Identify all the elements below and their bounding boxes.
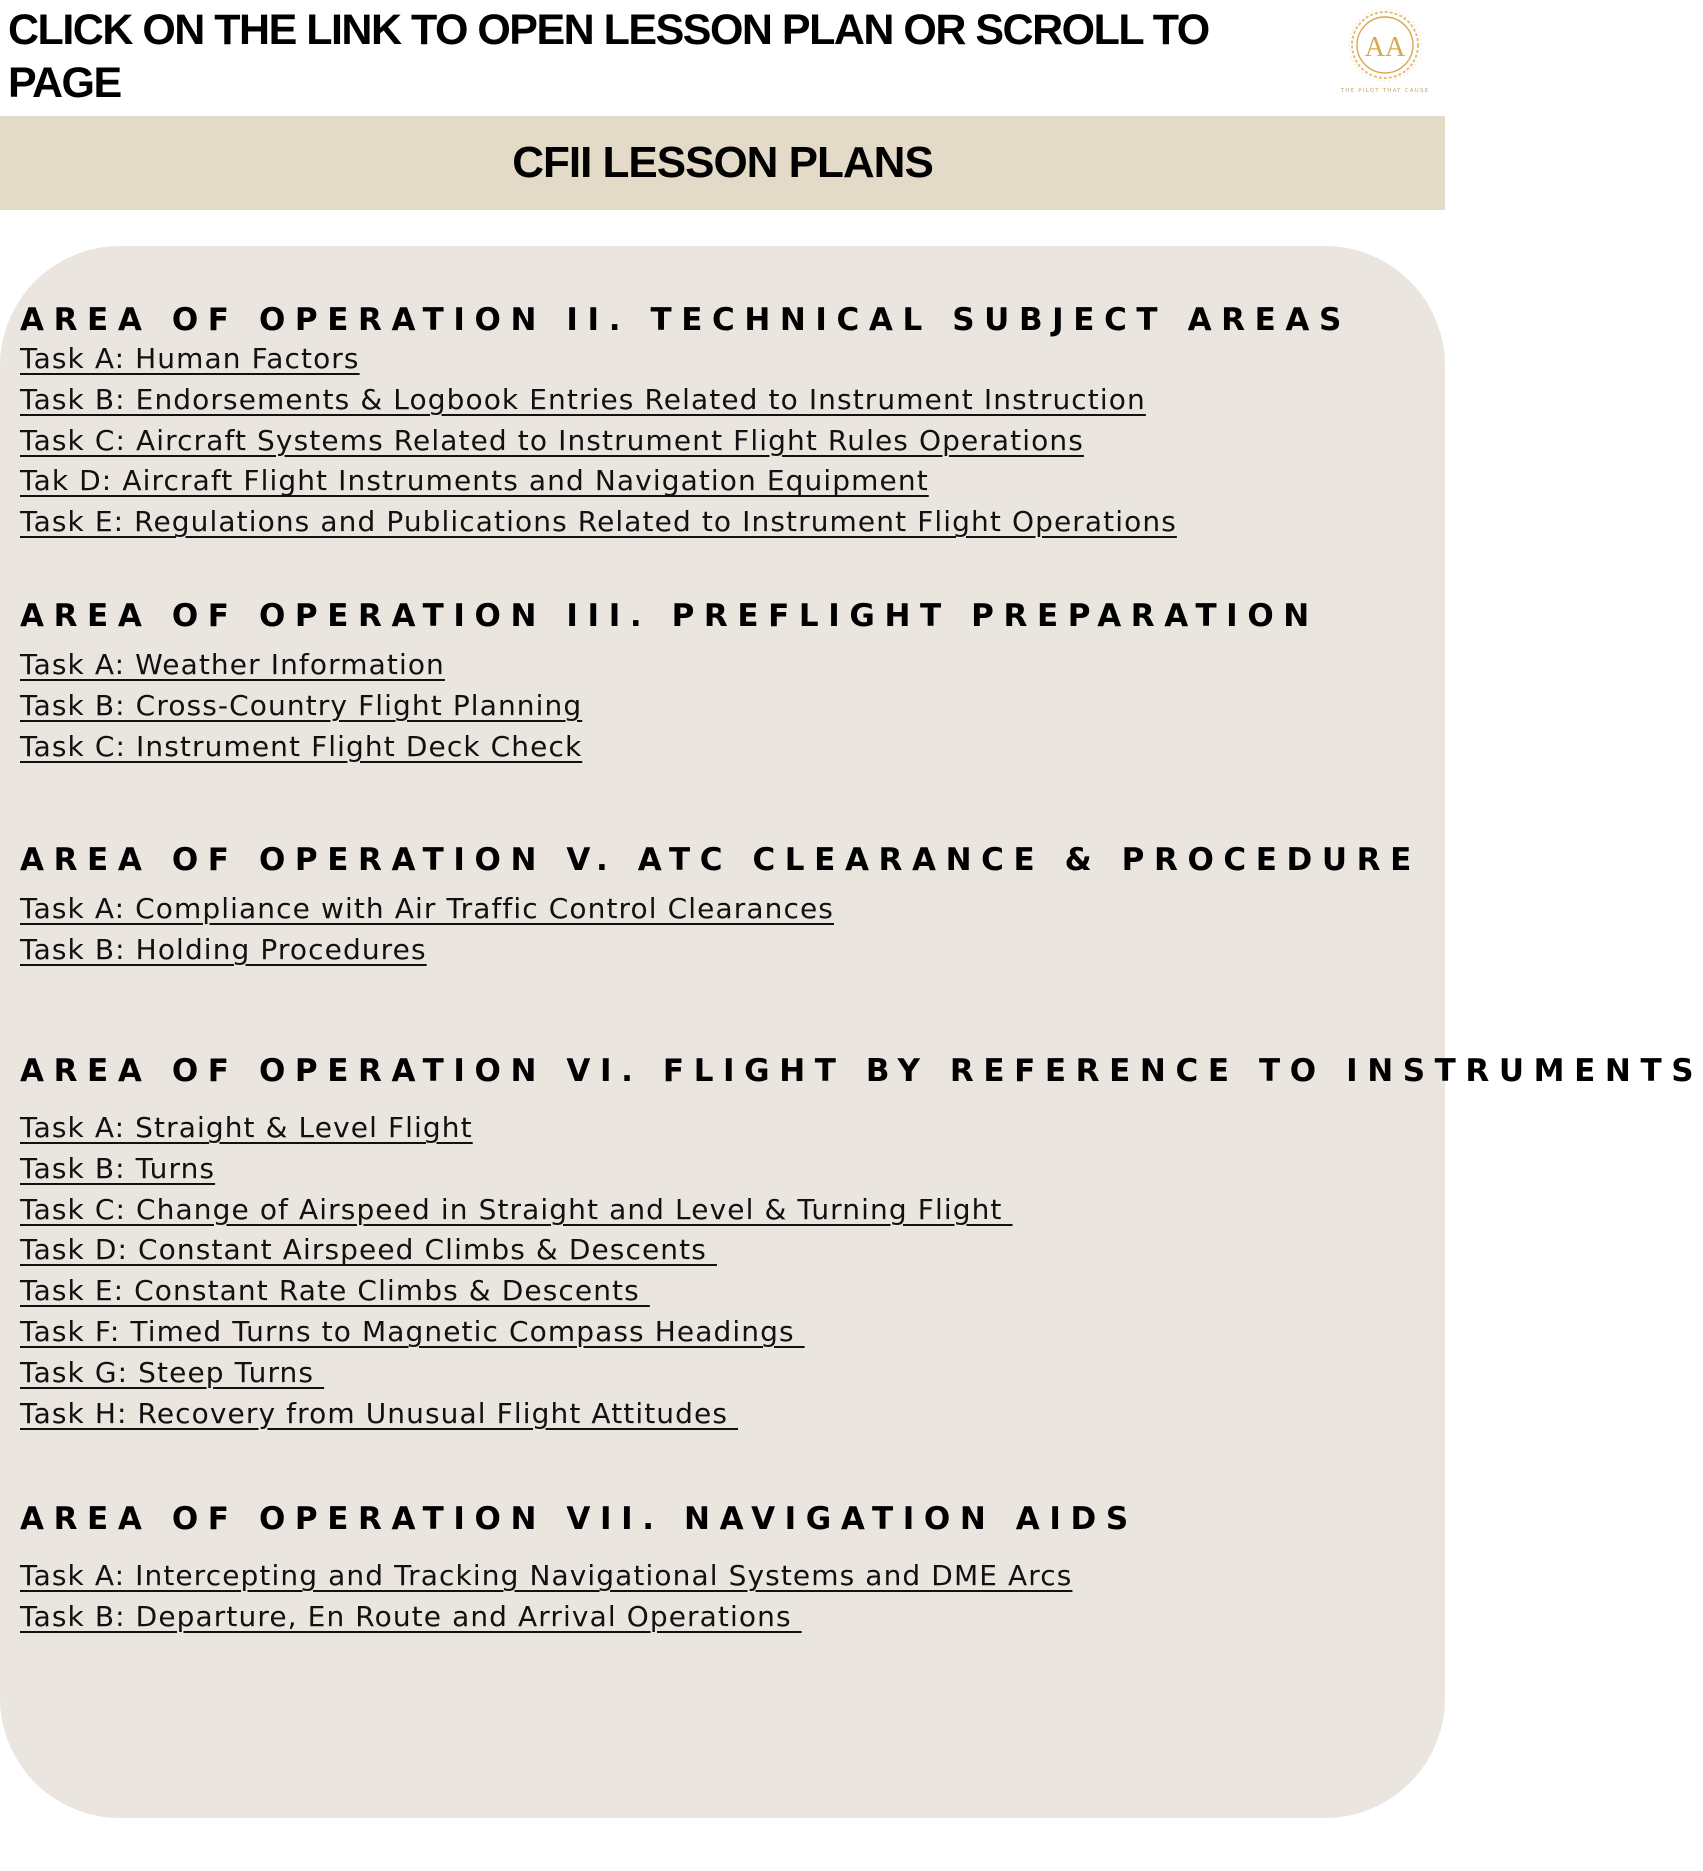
task-list bbox=[20, 1556, 1138, 1638]
area-section-technical-subject bbox=[20, 301, 1351, 543]
task-list bbox=[20, 889, 1421, 971]
page-instruction-header: CLICK ON THE LINK TO OPEN LESSON PLAN OR SCROLL TO PAGE bbox=[8, 6, 1209, 107]
page-title: CFII LESSON PLANS bbox=[512, 138, 933, 187]
task-link[interactable]: Task E: Constant Rate Climbs & Descents bbox=[20, 1274, 650, 1308]
section-heading: AREA OF OPERATION V. ATC CLEARANCE & PROCEDURE bbox=[20, 842, 1421, 878]
logo-caption: THE PILOT THAT CAUSE bbox=[1340, 88, 1430, 94]
task-link[interactable]: Task B: Departure, En Route and Arrival Operations bbox=[20, 1599, 802, 1633]
section-heading: AREA OF OPERATION VII. NAVIGATION AIDS bbox=[20, 1501, 1138, 1537]
task-link[interactable]: Task C: Change of Airspeed in Straight and Level & Turning Flight bbox=[20, 1192, 1013, 1226]
task-list bbox=[20, 1108, 1703, 1434]
task-link[interactable]: Task A: Human Factors bbox=[20, 342, 360, 375]
task-link[interactable]: Task B: Turns bbox=[20, 1151, 216, 1185]
area-section-atc-clearance bbox=[20, 841, 1421, 971]
task-link[interactable]: Task B: Endorsements & Logbook Entries Related to Instrument Instruction bbox=[20, 382, 1146, 416]
task-link[interactable]: Task A: Intercepting and Tracking Navigational Systems and DME Arcs bbox=[20, 1559, 1073, 1592]
task-link[interactable]: Task B: Holding Procedures bbox=[20, 932, 427, 966]
area-section-navigation-aids bbox=[20, 1500, 1138, 1638]
task-link[interactable]: Tak D: Aircraft Flight Instruments and Navigation Equipment bbox=[20, 464, 929, 498]
logo-monogram: AA bbox=[1364, 32, 1406, 63]
task-link[interactable]: Task C: Instrument Flight Deck Check bbox=[20, 729, 583, 763]
section-heading: AREA OF OPERATION VI. FLIGHT BY REFERENCE TO INSTRUMENTS bbox=[20, 1053, 1703, 1089]
task-link[interactable]: Task A: Straight & Level Flight bbox=[20, 1111, 473, 1144]
section-heading: AREA OF OPERATION III. PREFLIGHT PREPARATION bbox=[20, 598, 1319, 634]
task-link[interactable]: Task A: Weather Information bbox=[20, 648, 445, 681]
task-link[interactable]: Task B: Cross-Country Flight Planning bbox=[20, 688, 583, 722]
area-section-flight-by-reference bbox=[20, 1052, 1703, 1434]
task-link[interactable]: Task H: Recovery from Unusual Flight Attitudes bbox=[20, 1396, 739, 1430]
area-section-preflight-preparation bbox=[20, 597, 1319, 767]
task-link[interactable]: Task A: Compliance with Air Traffic Control Clearances bbox=[20, 892, 834, 925]
brand-logo bbox=[1338, 2, 1432, 98]
task-link[interactable]: Task E: Regulations and Publications Related to Instrument Flight Operations bbox=[20, 505, 1177, 539]
task-link[interactable]: Task D: Constant Airspeed Climbs & Descents bbox=[20, 1233, 717, 1267]
task-link[interactable]: Task C: Aircraft Systems Related to Instrument Flight Rules Operations bbox=[20, 423, 1084, 457]
title-banner bbox=[0, 116, 1445, 210]
logo-emblem-icon bbox=[1338, 2, 1432, 98]
task-list bbox=[20, 339, 1351, 543]
task-link[interactable]: Task F: Timed Turns to Magnetic Compass Headings bbox=[20, 1314, 805, 1348]
task-list bbox=[20, 645, 1319, 767]
task-link[interactable]: Task G: Steep Turns bbox=[20, 1355, 325, 1389]
section-heading: AREA OF OPERATION II. TECHNICAL SUBJECT AREAS bbox=[20, 302, 1351, 338]
